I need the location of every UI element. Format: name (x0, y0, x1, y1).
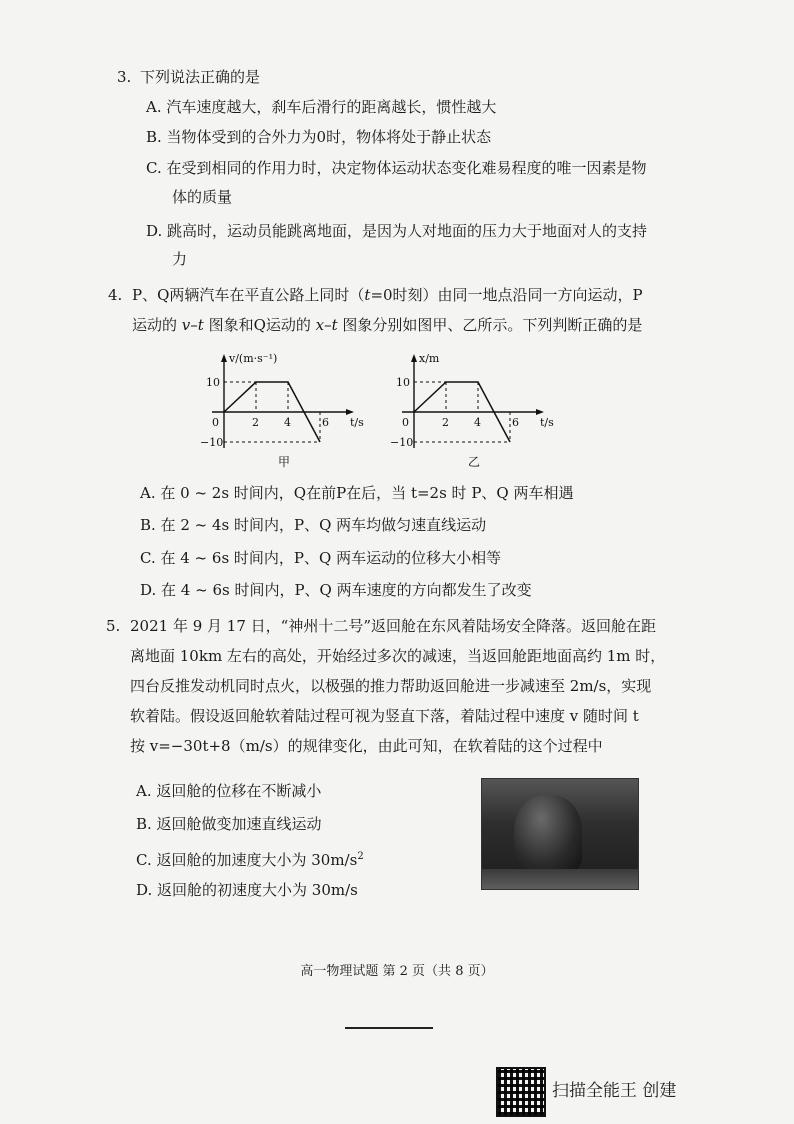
figure-caption-jia: 甲 (278, 455, 291, 469)
q4-option-c: C. 在 4 ~ 6s 时间内，P、Q 两车运动的位移大小相等 (140, 549, 502, 567)
q5-stem-line2: 离地面 10km 左右的高处，开始经过多次的减速，当返回舱距地面高约 1m 时， (130, 647, 666, 665)
ground-shape (482, 869, 638, 889)
tick-x-6: 6 (322, 416, 329, 429)
qr-code-icon (496, 1067, 546, 1117)
q5-stem-line1: 2021 年 9 月 17 日，“神州十二号”返回舱在东风着陆场安全降落。返回舱在距 (130, 617, 656, 635)
tick-x-4: 4 (474, 416, 481, 429)
q4-stem-line1: P、Q两辆汽车在平直公路上同时（t=0时刻）由同一地点沿同一方向运动，P (132, 286, 643, 304)
q4-option-a: A. 在 0 ~ 2s 时间内，Q在前P在后，当 t=2s 时 P、Q 两车相遇 (140, 484, 574, 502)
q3-stem: 下列说法正确的是 (140, 68, 261, 86)
tick-x-2: 2 (252, 416, 259, 429)
q5-option-a: A. 返回舱的位移在不断减小 (136, 782, 322, 800)
q3-option-c-line2: 体的质量 (172, 188, 233, 206)
t-axis-label: t/s (350, 416, 364, 429)
tick-x-0: 0 (402, 416, 409, 429)
q5-option-b: B. 返回舱做变加速直线运动 (136, 815, 322, 833)
x-axis-label: x/m (419, 352, 440, 365)
q4-number: 4. (108, 286, 123, 304)
q4-option-b: B. 在 2 ~ 4s 时间内，P、Q 两车均做匀速直线运动 (140, 516, 487, 534)
t-axis-arrow (536, 409, 544, 415)
figure-x-t-graph (380, 350, 560, 475)
q3-option-c-line1: C. 在受到相同的作用力时，决定物体运动状态变化难易程度的唯一因素是物 (146, 159, 647, 177)
q5-option-c: C. 返回舱的加速度大小为 $30m/s^2$ (136, 851, 364, 869)
tick-x-0: 0 (212, 416, 219, 429)
tick-x-2: 2 (442, 416, 449, 429)
q4-option-d: D. 在 4 ~ 6s 时间内，P、Q 两车速度的方向都发生了改变 (140, 581, 532, 599)
scanner-watermark: 扫描全能王 创建 (552, 1081, 677, 1101)
q3-option-d-line2: 力 (172, 250, 188, 268)
q5-option-d: D. 返回舱的初速度大小为 30m/s (136, 881, 358, 899)
tick-x-4: 4 (284, 416, 291, 429)
footer-rule (345, 1027, 433, 1029)
tick-y-neg10: −10 (200, 436, 224, 449)
figure-v-t-graph (190, 350, 370, 475)
tick-x-6: 6 (512, 416, 519, 429)
capsule-shape (514, 795, 582, 873)
t-axis-arrow (346, 409, 354, 415)
q5-number: 5. (106, 617, 121, 635)
q3-number: 3. (117, 68, 132, 86)
tick-y-neg10: −10 (390, 436, 414, 449)
x-axis-arrow (411, 354, 417, 362)
q3-option-a: A. 汽车速度越大，刹车后滑行的距离越长，惯性越大 (146, 98, 497, 116)
q5-stem-line5: 按 v=−30t+8（m/s）的规律变化，由此可知，在软着陆的这个过程中 (130, 737, 603, 755)
q5-stem-line3: 四台反推发动机同时点火，以极强的推力帮助返回舱进一步减速至 2m/s，实现 (130, 677, 652, 695)
v-axis-arrow (221, 354, 227, 362)
q4-stem-line2: 运动的 v–t 图象和Q运动的 x–t 图象分别如图甲、乙所示。下列判断正确的是 (132, 316, 643, 334)
capsule-photo (481, 778, 639, 890)
t-axis-label: t/s (540, 416, 554, 429)
q5-stem-line4: 软着陆。假设返回舱软着陆过程可视为竖直下落，着陆过程中速度 v 随时间 t (130, 707, 639, 725)
v-axis-label: v/(m·s⁻¹) (229, 352, 278, 365)
q3-option-d-line1: D. 跳高时，运动员能跳离地面，是因为人对地面的压力大于地面对人的支持 (146, 222, 648, 240)
figure-caption-yi: 乙 (468, 455, 481, 469)
tick-y-10: 10 (396, 376, 410, 389)
tick-y-10: 10 (206, 376, 220, 389)
page-footer: 高一物理试题 第 2 页（共 8 页） (300, 964, 494, 979)
q3-option-b: B. 当物体受到的合外力为0时，物体将处于静止状态 (146, 128, 492, 146)
